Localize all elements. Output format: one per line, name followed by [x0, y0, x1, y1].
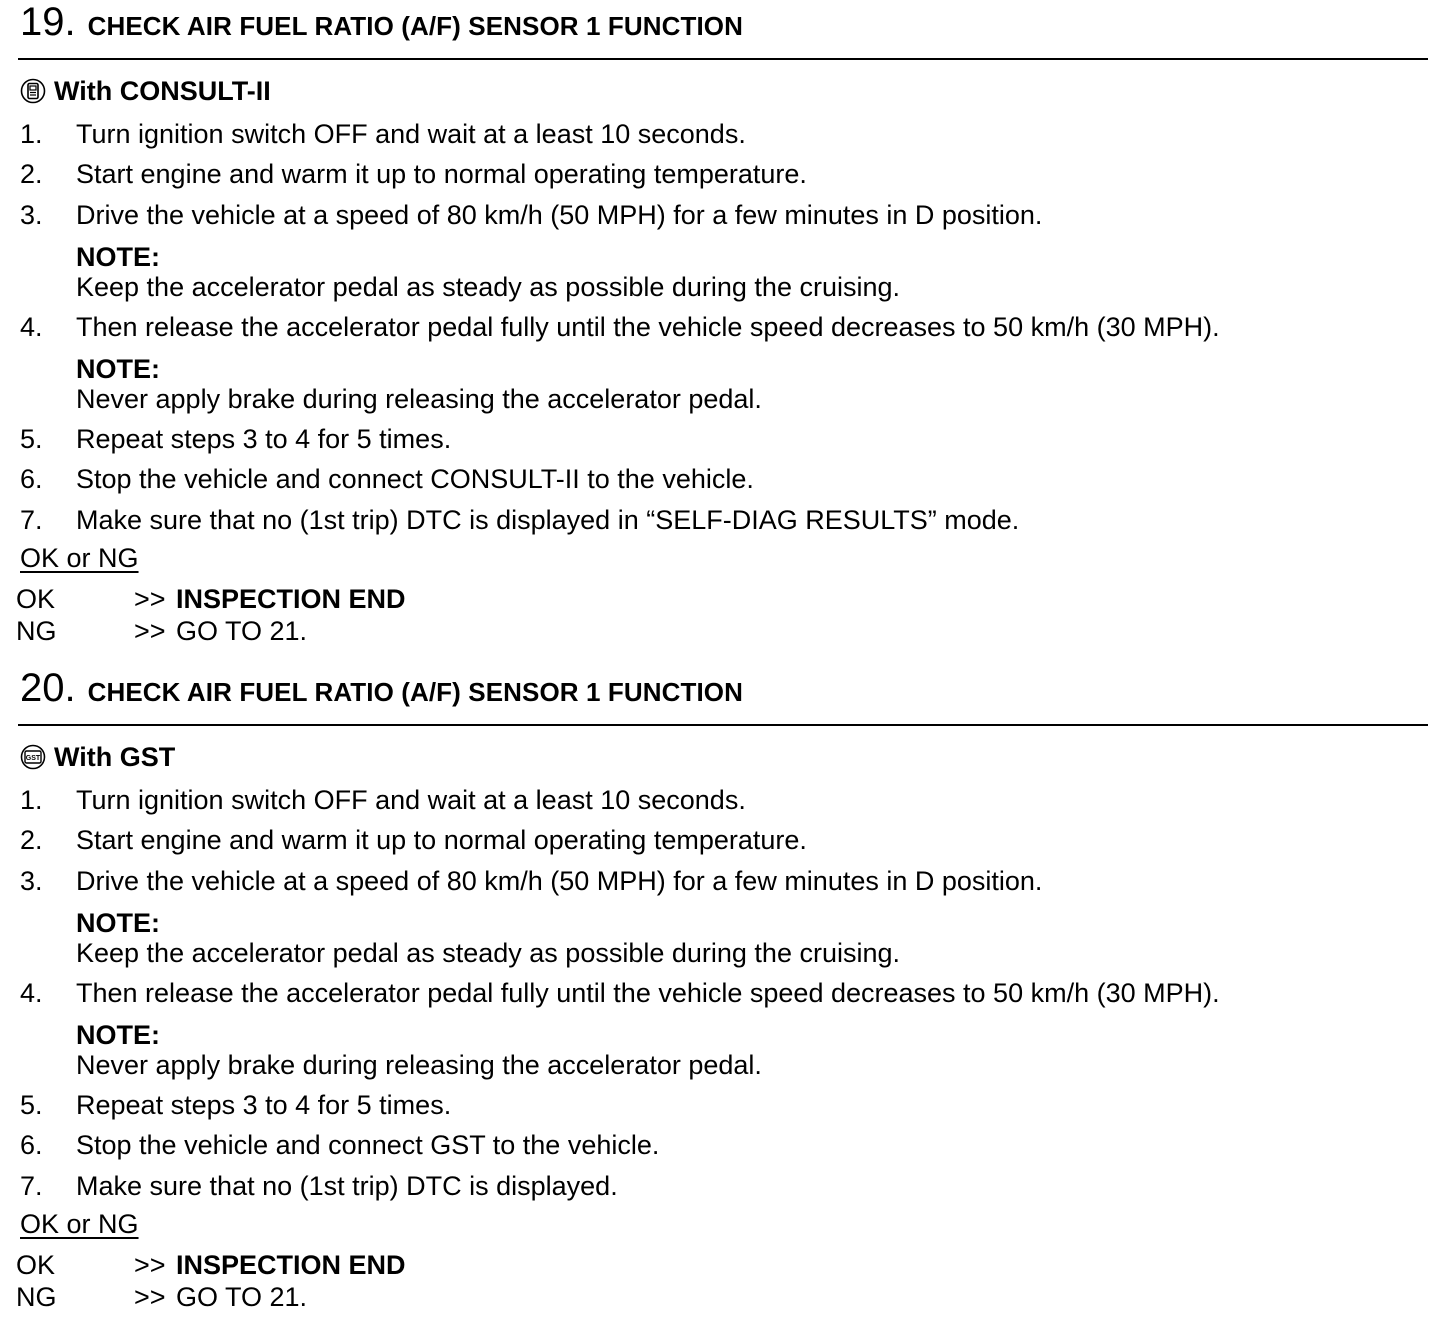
- section-heading: [20, 2, 743, 42]
- step-text: Make sure that no (1st trip) DTC is displayed in “SELF-DIAG RESULTS” mode.: [76, 504, 1020, 535]
- heading-rule: [18, 58, 1428, 60]
- step-number: 4.: [20, 311, 43, 342]
- gst-icon: [20, 744, 46, 770]
- step-text: Drive the vehicle at a speed of 80 km/h (50 MPH) for a few minutes in D position.: [76, 865, 1043, 896]
- list-item: [20, 307, 1440, 347]
- step-text: Then release the accelerator pedal fully until the vehicle speed decreases to 50 km/h (30 MPH).: [76, 977, 1220, 1008]
- list-item: [20, 195, 1440, 235]
- result-code: OK: [16, 1250, 56, 1280]
- section-number: 19.: [20, 0, 76, 44]
- step-number: 4.: [20, 977, 43, 1008]
- result-action: INSPECTION END: [176, 584, 406, 614]
- note-text: [20, 933, 1440, 973]
- svg-text:GST: GST: [25, 755, 41, 763]
- result-action: GO TO 21.: [176, 1282, 308, 1312]
- list-item: [20, 1166, 1440, 1206]
- okng-label: OK or NG: [20, 1209, 139, 1239]
- step-text: Make sure that no (1st trip) DTC is displayed.: [76, 1170, 618, 1201]
- step-number: 7.: [20, 1170, 43, 1201]
- step-text: Start engine and warm it up to normal operating temperature.: [76, 159, 807, 190]
- section-title: CHECK AIR FUEL RATIO (A/F) SENSOR 1 FUNCTION: [87, 11, 743, 41]
- step-number: 5.: [20, 424, 43, 455]
- consult-icon: [20, 78, 46, 104]
- step-number: 3.: [20, 865, 43, 896]
- list-item: [20, 114, 1440, 154]
- step-list: [20, 114, 1440, 540]
- result-arrow: >>: [134, 1282, 166, 1312]
- list-item: [20, 973, 1440, 1013]
- list-item: [20, 1125, 1440, 1165]
- note-text: [20, 1045, 1440, 1085]
- step-text: Repeat steps 3 to 4 for 5 times.: [76, 1090, 452, 1121]
- step-number: 7.: [20, 504, 43, 535]
- okng-label: OK or NG: [20, 543, 139, 573]
- note-label-text: NOTE:: [76, 241, 160, 272]
- note-text: [20, 267, 1440, 307]
- section-number: 20.: [20, 666, 76, 710]
- list-item: [20, 1085, 1440, 1125]
- step-number: 6.: [20, 464, 43, 495]
- list-item: [20, 780, 1440, 820]
- result-arrow: >>: [134, 1250, 166, 1280]
- result-code: NG: [16, 616, 57, 646]
- step-text: Turn ignition switch OFF and wait at a least 10 seconds.: [76, 785, 746, 815]
- step-text: Stop the vehicle and connect CONSULT-II to the vehicle.: [76, 464, 754, 495]
- result-code: OK: [16, 584, 56, 614]
- step-list: [20, 780, 1440, 1206]
- step-text: Start engine and warm it up to normal operating temperature.: [76, 825, 807, 856]
- result-code: NG: [16, 1282, 57, 1312]
- list-item: [20, 820, 1440, 860]
- step-number: 5.: [20, 1090, 43, 1121]
- step-text: Stop the vehicle and connect GST to the vehicle.: [76, 1130, 660, 1161]
- okng-heading: [20, 543, 139, 574]
- step-text: Then release the accelerator pedal fully until the vehicle speed decreases to 50 km/h (30 MPH).: [76, 311, 1220, 342]
- note-body: Keep the accelerator pedal as steady as possible during the cruising.: [76, 937, 901, 968]
- list-item: [20, 419, 1440, 459]
- step-text: Repeat steps 3 to 4 for 5 times.: [76, 424, 452, 455]
- step-number: 2.: [20, 825, 43, 856]
- step-number: 3.: [20, 199, 43, 230]
- note-text: [20, 379, 1440, 419]
- mode-label: With CONSULT-II: [54, 76, 271, 106]
- step-number: 1.: [20, 785, 43, 815]
- list-item: [20, 861, 1440, 901]
- step-number: 1.: [20, 119, 43, 149]
- result-action: INSPECTION END: [176, 1250, 406, 1280]
- note-label-text: NOTE:: [76, 907, 160, 938]
- note-body: Never apply brake during releasing the accelerator pedal.: [76, 384, 762, 415]
- mode-heading: [20, 76, 271, 107]
- heading-rule: [18, 724, 1428, 726]
- mode-heading: [20, 742, 175, 773]
- list-item: [20, 154, 1440, 194]
- list-item: [20, 500, 1440, 540]
- step-number: 2.: [20, 159, 43, 190]
- section-heading: [20, 668, 743, 708]
- result-action: GO TO 21.: [176, 616, 308, 646]
- step-text: Turn ignition switch OFF and wait at a least 10 seconds.: [76, 119, 746, 149]
- mode-label: With GST: [54, 742, 176, 772]
- result-arrow: >>: [134, 584, 166, 614]
- section-title: CHECK AIR FUEL RATIO (A/F) SENSOR 1 FUNCTION: [87, 677, 743, 707]
- step-number: 6.: [20, 1130, 43, 1161]
- note-label-text: NOTE:: [76, 354, 160, 385]
- result-arrow: >>: [134, 616, 166, 646]
- note-label-text: NOTE:: [76, 1020, 160, 1051]
- step-text: Drive the vehicle at a speed of 80 km/h (50 MPH) for a few minutes in D position.: [76, 199, 1043, 230]
- note-body: Keep the accelerator pedal as steady as possible during the cruising.: [76, 271, 901, 302]
- okng-heading: [20, 1209, 139, 1240]
- note-body: Never apply brake during releasing the accelerator pedal.: [76, 1050, 762, 1081]
- list-item: [20, 459, 1440, 499]
